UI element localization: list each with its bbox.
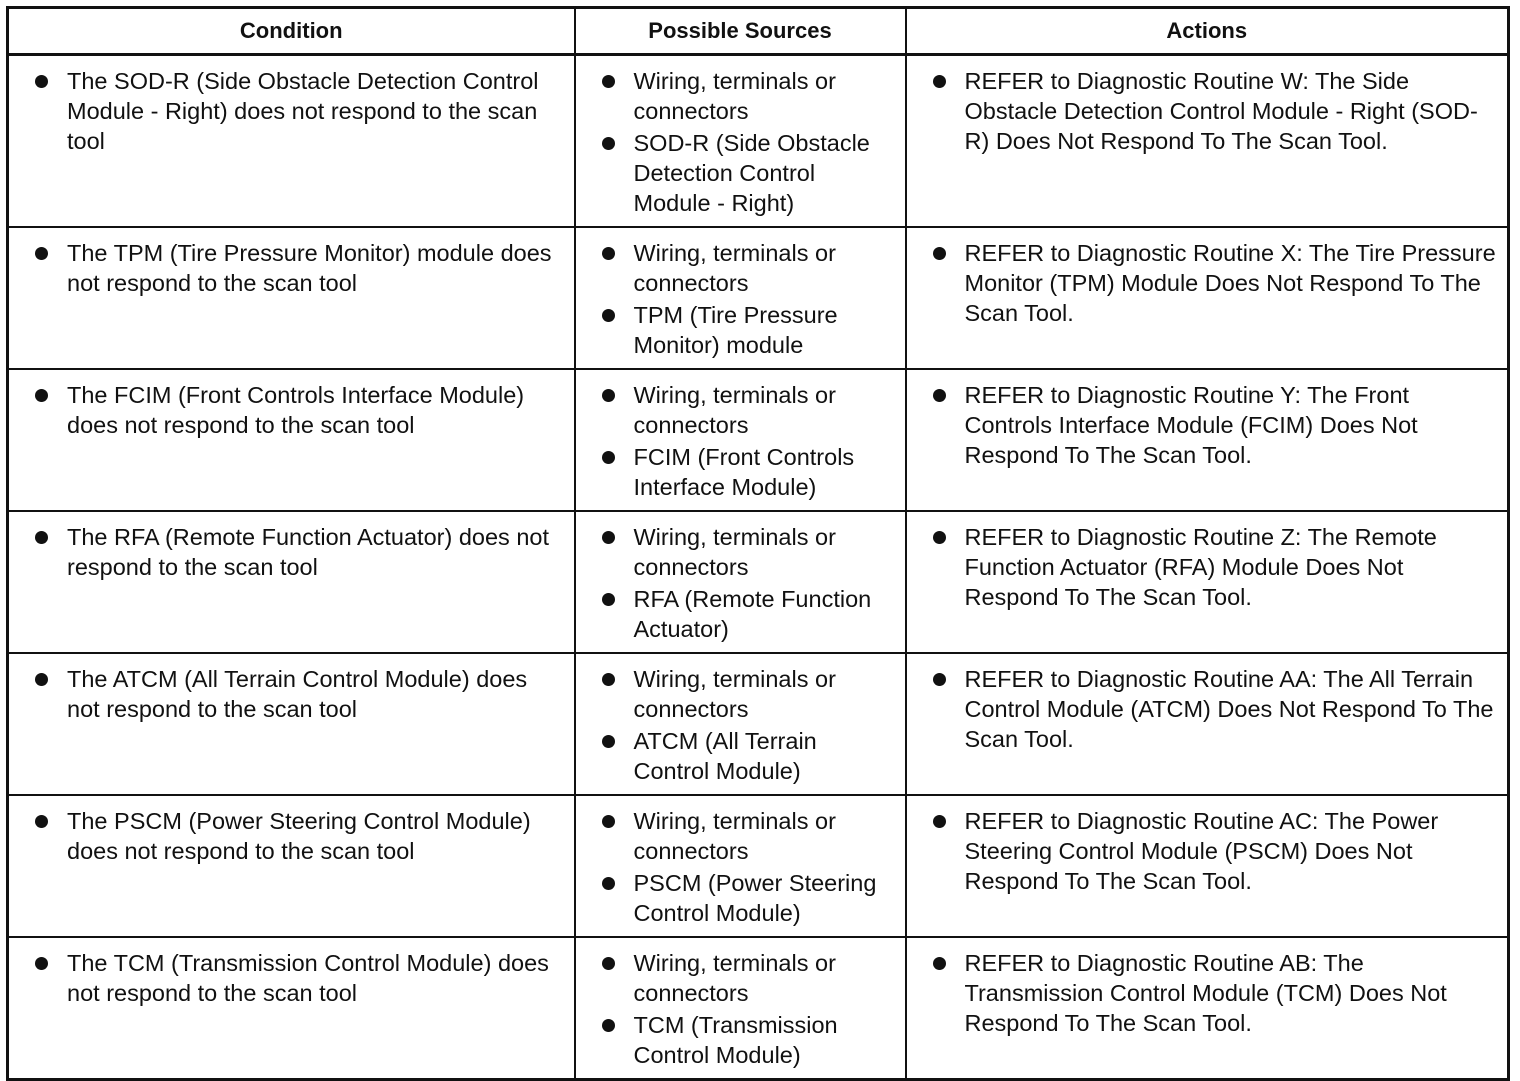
- list-item: [598, 442, 897, 502]
- bullet-icon: [602, 389, 615, 402]
- table-body: [8, 55, 1509, 1080]
- sources-list: [598, 238, 897, 360]
- table-row: [8, 369, 1509, 511]
- sources-cell: [575, 227, 906, 369]
- table-row: [8, 653, 1509, 795]
- bullet-icon: [933, 531, 946, 544]
- condition-cell: [8, 369, 575, 511]
- list-item: [598, 300, 897, 360]
- item-text: REFER to Diagnostic Routine Y: The Front Controls Interface Module (FCIM) Does Not Respond To The Scan Tool.: [964, 382, 1418, 468]
- sources-cell: [575, 937, 906, 1080]
- bullet-icon: [933, 389, 946, 402]
- condition-cell: [8, 511, 575, 653]
- condition-cell: [8, 937, 575, 1080]
- action-list: [929, 380, 1500, 470]
- action-cell: [906, 937, 1509, 1080]
- item-text: ATCM (All Terrain Control Module): [633, 728, 817, 784]
- item-text: Wiring, terminals or connectors: [633, 68, 836, 124]
- list-item: [598, 238, 897, 298]
- item-text: The RFA (Remote Function Actuator) does not respond to the scan tool: [67, 524, 549, 580]
- list-item: [31, 948, 566, 1008]
- sources-cell: [575, 55, 906, 228]
- sources-list: [598, 664, 897, 786]
- table-row: [8, 795, 1509, 937]
- list-item: [598, 66, 897, 126]
- sources-list: [598, 948, 897, 1070]
- item-text: REFER to Diagnostic Routine AB: The Transmission Control Module (TCM) Does Not Respond To The Scan Tool.: [964, 950, 1447, 1036]
- list-item: [598, 726, 897, 786]
- table-row: [8, 937, 1509, 1080]
- item-text: Wiring, terminals or connectors: [633, 382, 836, 438]
- bullet-icon: [35, 673, 48, 686]
- bullet-icon: [933, 247, 946, 260]
- action-list: [929, 948, 1500, 1038]
- item-text: The SOD-R (Side Obstacle Detection Control Module - Right) does not respond to the scan tool: [67, 68, 539, 154]
- header-condition: Condition: [8, 8, 575, 55]
- item-text: SOD-R (Side Obstacle Detection Control Module - Right): [633, 130, 870, 216]
- sources-cell: [575, 369, 906, 511]
- list-item: [598, 584, 897, 644]
- item-text: REFER to Diagnostic Routine Z: The Remote Function Actuator (RFA) Module Does Not Respond To The Scan Tool.: [964, 524, 1437, 610]
- header-actions: Actions: [906, 8, 1509, 55]
- list-item: [31, 664, 566, 724]
- item-text: RFA (Remote Function Actuator): [633, 586, 872, 642]
- bullet-icon: [602, 75, 615, 88]
- list-item: [31, 66, 566, 156]
- action-cell: [906, 227, 1509, 369]
- list-item: [929, 664, 1500, 754]
- item-text: REFER to Diagnostic Routine W: The Side Obstacle Detection Control Module - Right (SOD-R) Does Not Respond To The Scan Tool.: [964, 68, 1478, 154]
- bullet-icon: [602, 137, 615, 150]
- action-list: [929, 238, 1500, 328]
- action-cell: [906, 795, 1509, 937]
- bullet-icon: [602, 1019, 615, 1032]
- item-text: TCM (Transmission Control Module): [633, 1012, 838, 1068]
- item-text: Wiring, terminals or connectors: [633, 524, 836, 580]
- list-item: [598, 948, 897, 1008]
- table-row: [8, 227, 1509, 369]
- list-item: [598, 664, 897, 724]
- list-item: [31, 380, 566, 440]
- header-possible-sources: Possible Sources: [575, 8, 906, 55]
- condition-list: [31, 806, 566, 866]
- action-list: [929, 66, 1500, 156]
- condition-list: [31, 948, 566, 1008]
- item-text: PSCM (Power Steering Control Module): [633, 870, 877, 926]
- diagnostic-table: [6, 6, 1510, 1081]
- header-row: [8, 8, 1509, 55]
- bullet-icon: [35, 75, 48, 88]
- item-text: The PSCM (Power Steering Control Module) does not respond to the scan tool: [67, 808, 531, 864]
- table-row: [8, 55, 1509, 228]
- sources-list: [598, 66, 897, 218]
- action-list: [929, 806, 1500, 896]
- list-item: [598, 522, 897, 582]
- item-text: Wiring, terminals or connectors: [633, 808, 836, 864]
- list-item: [929, 66, 1500, 156]
- condition-list: [31, 522, 566, 582]
- action-cell: [906, 55, 1509, 228]
- bullet-icon: [602, 815, 615, 828]
- bullet-icon: [35, 815, 48, 828]
- list-item: [598, 380, 897, 440]
- bullet-icon: [933, 75, 946, 88]
- list-item: [929, 380, 1500, 470]
- bullet-icon: [602, 309, 615, 322]
- item-text: Wiring, terminals or connectors: [633, 950, 836, 1006]
- list-item: [598, 1010, 897, 1070]
- sources-cell: [575, 795, 906, 937]
- list-item: [929, 238, 1500, 328]
- sources-list: [598, 522, 897, 644]
- item-text: REFER to Diagnostic Routine AC: The Power Steering Control Module (PSCM) Does Not Respond To The Scan Tool.: [964, 808, 1439, 894]
- bullet-icon: [35, 389, 48, 402]
- item-text: The ATCM (All Terrain Control Module) does not respond to the scan tool: [67, 666, 528, 722]
- sources-list: [598, 806, 897, 928]
- condition-list: [31, 664, 566, 724]
- list-item: [929, 522, 1500, 612]
- bullet-icon: [602, 593, 615, 606]
- condition-list: [31, 380, 566, 440]
- sources-cell: [575, 653, 906, 795]
- list-item: [929, 806, 1500, 896]
- bullet-icon: [602, 531, 615, 544]
- action-list: [929, 522, 1500, 612]
- condition-cell: [8, 795, 575, 937]
- list-item: [31, 522, 566, 582]
- list-item: [31, 238, 566, 298]
- bullet-icon: [602, 247, 615, 260]
- bullet-icon: [933, 673, 946, 686]
- bullet-icon: [35, 247, 48, 260]
- condition-list: [31, 238, 566, 298]
- item-text: The TCM (Transmission Control Module) does not respond to the scan tool: [67, 950, 549, 1006]
- bullet-icon: [602, 957, 615, 970]
- bullet-icon: [35, 531, 48, 544]
- bullet-icon: [602, 877, 615, 890]
- item-text: REFER to Diagnostic Routine X: The Tire Pressure Monitor (TPM) Module Does Not Respond To The Scan Tool.: [964, 240, 1496, 326]
- item-text: The FCIM (Front Controls Interface Module) does not respond to the scan tool: [67, 382, 525, 438]
- bullet-icon: [602, 735, 615, 748]
- action-cell: [906, 369, 1509, 511]
- condition-cell: [8, 55, 575, 228]
- action-cell: [906, 653, 1509, 795]
- item-text: Wiring, terminals or connectors: [633, 240, 836, 296]
- bullet-icon: [933, 957, 946, 970]
- item-text: Wiring, terminals or connectors: [633, 666, 836, 722]
- list-item: [929, 948, 1500, 1038]
- sources-list: [598, 380, 897, 502]
- table-header: [8, 8, 1509, 55]
- condition-cell: [8, 653, 575, 795]
- item-text: REFER to Diagnostic Routine AA: The All Terrain Control Module (ATCM) Does Not Respond To The Scan Tool.: [964, 666, 1494, 752]
- bullet-icon: [602, 673, 615, 686]
- table-row: [8, 511, 1509, 653]
- action-list: [929, 664, 1500, 754]
- item-text: FCIM (Front Controls Interface Module): [633, 444, 855, 500]
- bullet-icon: [933, 815, 946, 828]
- list-item: [598, 128, 897, 218]
- condition-cell: [8, 227, 575, 369]
- list-item: [31, 806, 566, 866]
- item-text: The TPM (Tire Pressure Monitor) module does not respond to the scan tool: [67, 240, 552, 296]
- bullet-icon: [35, 957, 48, 970]
- bullet-icon: [602, 451, 615, 464]
- list-item: [598, 868, 897, 928]
- condition-list: [31, 66, 566, 156]
- sources-cell: [575, 511, 906, 653]
- action-cell: [906, 511, 1509, 653]
- list-item: [598, 806, 897, 866]
- item-text: TPM (Tire Pressure Monitor) module: [633, 302, 838, 358]
